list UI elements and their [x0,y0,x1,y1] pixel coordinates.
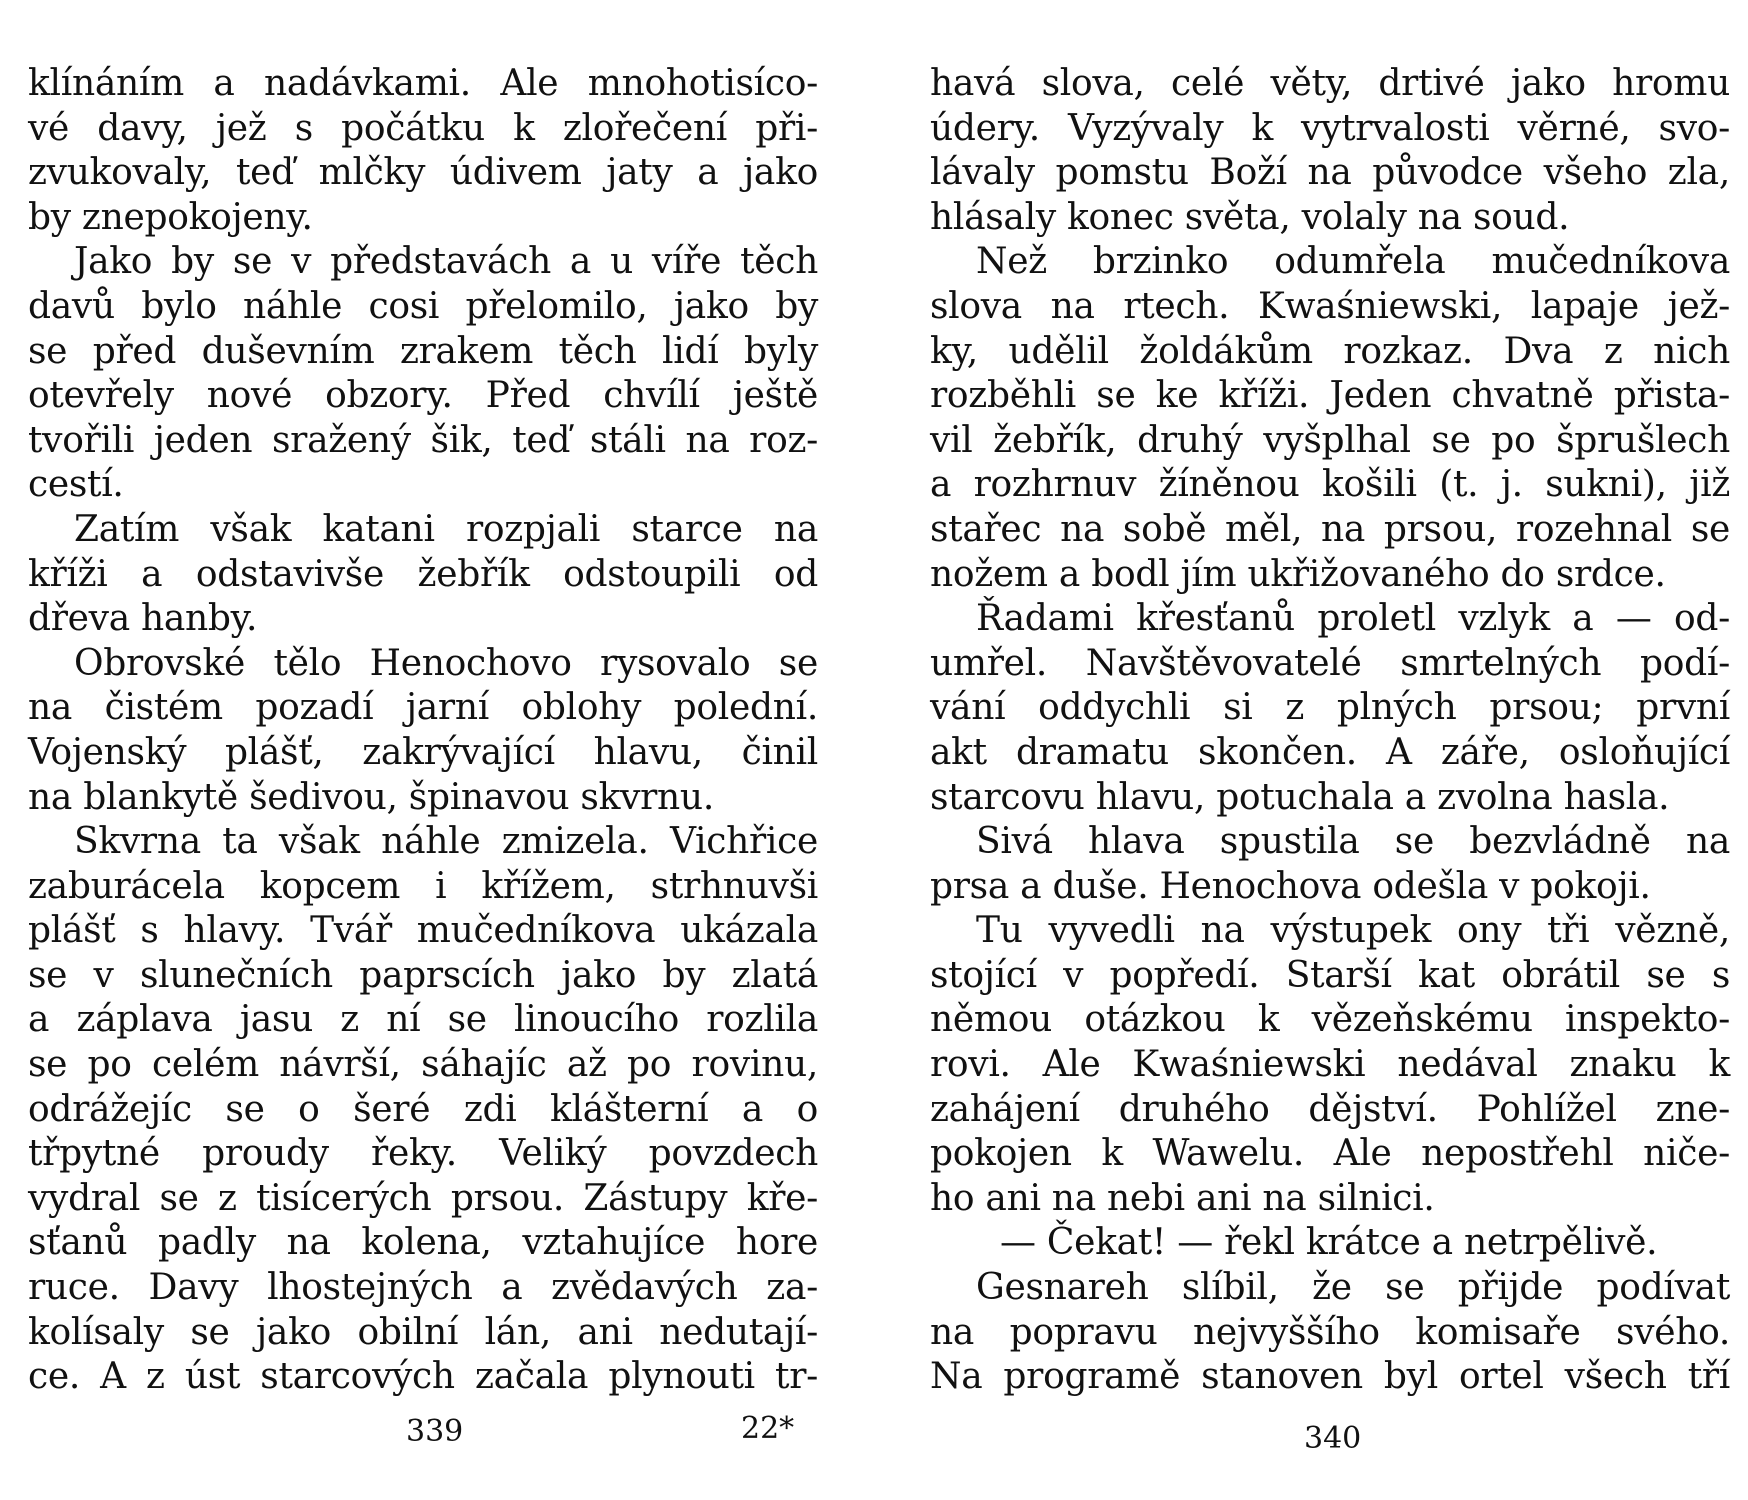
text-line: ruce. Davy lhostejných a zvědavých za- [28,1267,818,1309]
text-line: otevřely nové obzory. Před chvílí ještě [28,375,818,417]
text-line: zaburácela kopcem i křížem, strhnuvši [28,865,818,907]
text-line: a rozhrnuv žíněnou košili (t. j. sukni), již [930,464,1730,506]
text-line: stařec na sobě měl, na prsou, rozehnal se [930,508,1730,550]
text-line: a záplava jasu z ní se linoucího rozlila [28,999,818,1041]
text-line: pokojen k Wawelu. Ale nepostřehl niče- [930,1133,1730,1175]
text-line: by znepokojeny. [28,196,313,238]
text-line: prsa a duše. Henochova odešla v pokoji. [930,865,1651,907]
text-line: kolísaly se jako obilní lán, ani nedutají- [28,1311,818,1353]
text-line: havá slova, celé věty, drtivé jako hromu [930,63,1730,104]
text-line: se v slunečních paprscích jako by zlatá [28,954,818,996]
text-line: na čistém pozadí jarní oblohy polední. [28,687,818,729]
text-line: starcovu hlavu, potuchala a zvolna hasla. [930,776,1670,818]
text-line: ky, udělil žoldákům rozkaz. Dva z nich [930,330,1730,372]
text-line: Vojenský plášť, zakrývající hlavu, činil [28,731,818,773]
right-page [874,0,1748,1500]
text-line: davů bylo náhle cosi přelomilo, jako by [28,285,818,327]
text-line: ho ani na nebi ani na silnici. [930,1177,1435,1219]
text-line: klínáním a nadávkami. Ale mnohotisíco- [28,63,818,104]
left-page-text [28,62,818,1400]
text-line: vil žebřík, druhý vyšplhal se po šprušlech [930,419,1730,461]
text-line: se před duševním zrakem těch lidí byly [28,330,818,372]
text-line: cestí. [28,464,124,506]
text-line: stojící v popředí. Starší kat obrátil se s [930,954,1730,996]
text-line: — Čekat! — řekl krátce a netrpělivě. [1000,1222,1658,1264]
text-line: Sivá hlava spustila se bezvládně na [976,821,1730,863]
text-line: vé davy, jež s počátku k zlořečení při- [28,107,818,149]
text-line: kříži a odstavivše žebřík odstoupili od [28,553,818,595]
text-line: Zatím však katani rozpjali starce na [74,508,818,550]
text-line: odrážejíc se o šeré zdi klášterní a o [28,1088,818,1130]
text-line: sťanů padly na kolena, vztahujíce hore [28,1222,818,1264]
text-line: Řadami křesťanů proletl vzlyk a — od- [976,598,1730,640]
text-line: lávaly pomstu Boží na původce všeho zla, [930,152,1730,194]
text-line: němou otázkou k vězeňskému inspekto- [930,999,1730,1041]
text-line: Jako by se v představách a u víře těch [74,241,818,283]
page-number: 339 [406,1414,464,1449]
text-line: umřel. Navštěvovatelé smrtelných podí- [930,642,1730,684]
text-line: na popravu nejvyššího komisaře svého. [930,1311,1730,1353]
text-line: akt dramatu skončen. A záře, osloňující [930,731,1730,773]
text-line: Než brzinko odumřela mučedníkova [976,241,1730,283]
text-line: Na programě stanoven byl ortel všech tří [930,1356,1730,1398]
text-line: ce. A z úst starcových začala plynouti tr- [28,1356,818,1398]
signature-mark: 22* [741,1411,795,1446]
text-line: hlásaly konec světa, volaly na soud. [930,196,1570,238]
text-line: slova na rtech. Kwaśniewski, lapaje jež- [930,285,1730,327]
text-line: Gesnareh slíbil, že se přijde podívat [976,1267,1730,1309]
text-line: dřeva hanby. [28,598,258,640]
text-line: rozběhli se ke kříži. Jeden chvatně přista- [930,375,1730,417]
text-line: třpytné proudy řeky. Veliký povzdech [28,1133,818,1175]
text-line: vydral se z tisícerých prsou. Zástupy kře- [28,1177,818,1219]
text-line: nožem a bodl jím ukřižovaného do srdce. [930,553,1666,595]
text-line: tvořili jeden sražený šik, teď stáli na roz- [28,419,818,461]
text-line: na blankytě šedivou, špinavou skvrnu. [28,776,714,818]
text-line: rovi. Ale Kwaśniewski nedával znaku k [930,1044,1730,1086]
text-line: se po celém návrší, sáhajíc až po rovinu, [28,1044,818,1086]
text-line: zahájení druhého dějství. Pohlížel zne- [930,1088,1730,1130]
text-line: údery. Vyzývaly k vytrvalosti věrné, svo- [930,107,1730,149]
text-line: Tu vyvedli na výstupek ony tři vězně, [976,910,1730,952]
text-line: zvukovaly, teď mlčky údivem jaty a jako [28,152,818,194]
page-number: 340 [1304,1421,1362,1456]
text-line: plášť s hlavy. Tvář mučedníkova ukázala [28,910,818,952]
right-page-text [930,62,1730,1400]
text-line: Skvrna ta však náhle zmizela. Vichřice [74,821,818,863]
text-line: vání oddychli si z plných prsou; první [930,687,1730,729]
text-line: Obrovské tělo Henochovo rysovalo se [74,642,818,684]
